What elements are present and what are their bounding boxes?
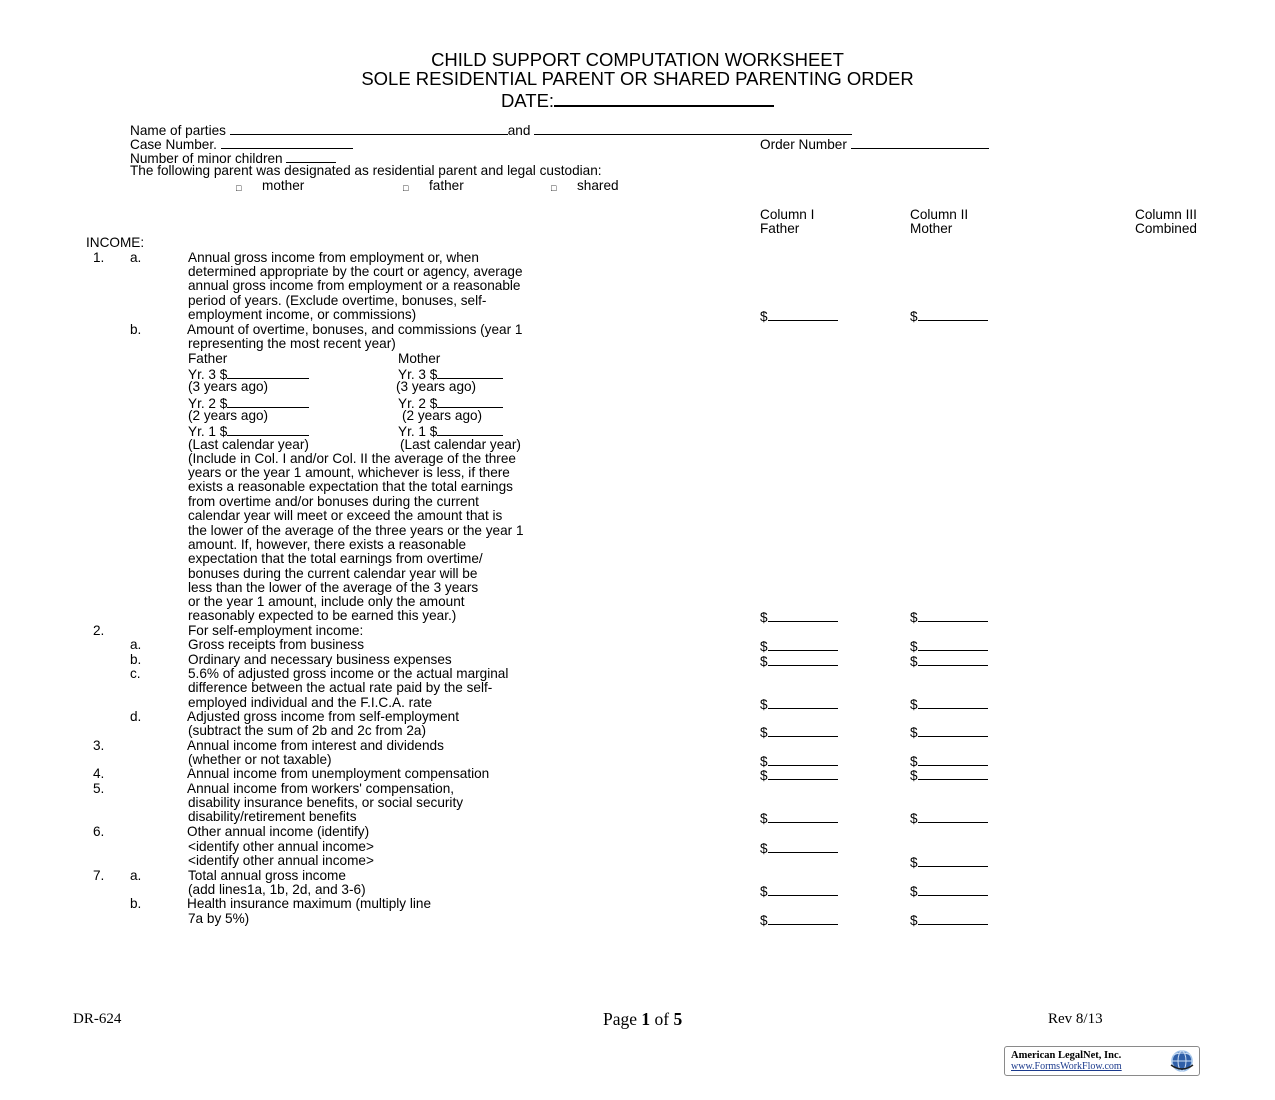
line-6-other-1: <identify other annual income>: [188, 839, 374, 854]
mother-option-label: mother: [262, 178, 305, 193]
line-1b-note-10: less than the lower of the average of the 3 years: [188, 580, 479, 595]
father-yr2-field[interactable]: Yr. 2 $: [188, 395, 309, 411]
order-number-label: Order Number: [760, 137, 847, 152]
line-7a-father-amount[interactable]: $: [760, 883, 838, 899]
party1-field[interactable]: [230, 122, 508, 135]
father-checkbox[interactable]: □: [403, 183, 409, 193]
line-3-text-2: (whether or not taxable): [188, 752, 332, 767]
brand-url[interactable]: www.FormsWorkFlow.com: [1011, 1061, 1122, 1072]
line-2d-text-2: (subtract the sum of 2b and 2c from 2a): [188, 723, 427, 738]
line-1b-note-12: reasonably expected to be earned this year.): [188, 608, 457, 623]
party2-field[interactable]: [534, 122, 852, 135]
line-2d-mother-amount[interactable]: $: [910, 724, 988, 740]
mother-yr1-note: (Last calendar year): [400, 437, 521, 452]
line-1b-note-4: from overtime and/or bonuses during the current: [188, 494, 479, 509]
line-2a-mother-amount[interactable]: $: [910, 638, 988, 654]
line-1a-text-1: Annual gross income from employment or, when: [188, 250, 479, 265]
line-1b-father-label: Father: [188, 351, 228, 366]
line-2c-text-2: difference between the actual rate paid by the self-: [188, 680, 493, 695]
mother-yr3-note: (3 years ago): [396, 379, 477, 394]
line-7b-letter: b.: [130, 896, 142, 911]
line-2d-father-amount[interactable]: $: [760, 724, 838, 740]
line-3-number: 3.: [93, 738, 105, 753]
case-number-label: Case Number.: [130, 137, 217, 152]
revision-label: Rev 8/13: [1048, 1011, 1103, 1027]
father-yr1-field[interactable]: Yr. 1 $: [188, 423, 309, 439]
line-1b-mother-label: Mother: [398, 351, 441, 366]
line-1b-text-1: Amount of overtime, bonuses, and commissions (year 1: [187, 322, 523, 337]
line-1b-note-5: calendar year will meet or exceed the amount that is: [188, 508, 503, 523]
line-3-text-1: Annual income from interest and dividends: [187, 738, 444, 753]
line-1b-note-9: bonuses during the current calendar year will be: [188, 566, 478, 581]
form-subtitle: SOLE RESIDENTIAL PARENT OR SHARED PARENTING ORDER: [361, 68, 914, 89]
line-6-mother-amount[interactable]: $: [910, 854, 988, 870]
line-2d-letter: d.: [130, 709, 142, 724]
line-6-other-2: <identify other annual income>: [188, 853, 374, 868]
father-option-label: father: [429, 178, 464, 193]
line-2c-father-amount[interactable]: $: [760, 696, 838, 712]
line-6-number: 6.: [93, 824, 105, 839]
line-2c-text-3: employed individual and the F.I.C.A. rate: [188, 695, 433, 710]
line-1a-letter: a.: [130, 250, 142, 265]
father-yr3-field[interactable]: Yr. 3 $: [188, 366, 309, 382]
line-2-number: 2.: [93, 623, 105, 638]
line-7b-text-2: 7a by 5%): [188, 911, 250, 926]
father-yr3-note: (3 years ago): [188, 379, 269, 394]
line-2b-father-amount[interactable]: $: [760, 653, 838, 669]
line-5-text-2: disability insurance benefits, or social security: [188, 795, 464, 810]
line-4-father-amount[interactable]: $: [760, 767, 838, 783]
line-1a-text-2: determined appropriate by the court or agency, average: [188, 264, 523, 279]
line-7a-letter: a.: [130, 868, 142, 883]
mother-yr3-field[interactable]: Yr. 3 $: [398, 366, 503, 382]
line-5-mother-amount[interactable]: $: [910, 810, 988, 826]
father-yr2-note: (2 years ago): [188, 408, 269, 423]
brand-logo[interactable]: [1004, 1046, 1200, 1076]
line-1b-note-2: years or the year 1 amount, whichever is less, if there: [188, 465, 510, 480]
line-2-text: For self-employment income:: [188, 623, 364, 638]
minor-children-label: Number of minor children: [130, 151, 283, 166]
line-7a-mother-amount[interactable]: $: [910, 883, 988, 899]
order-row: [760, 136, 989, 152]
globe-icon: [1169, 1049, 1195, 1073]
col3-sub: Combined: [1135, 221, 1197, 236]
form-id: DR-624: [73, 1011, 122, 1027]
date-label: DATE:: [500, 90, 555, 111]
line-1a-text-3: annual gross income from employment or a reasonable: [188, 278, 521, 293]
line-5-number: 5.: [93, 781, 105, 796]
mother-yr1-field[interactable]: Yr. 1 $: [398, 423, 503, 439]
case-number-field[interactable]: [221, 136, 353, 149]
line-1a-mother-amount[interactable]: $: [910, 308, 988, 324]
line-1b-note-1: (Include in Col. I and/or Col. II the average of the three: [188, 451, 516, 466]
brand-name: American LegalNet, Inc.: [1011, 1050, 1122, 1061]
line-2d-text-1: Adjusted gross income from self-employment: [187, 709, 459, 724]
line-1b-note-8: expectation that the total earnings from overtime/: [188, 551, 483, 566]
line-2a-letter: a.: [130, 637, 142, 652]
shared-option-label: shared: [577, 178, 619, 193]
col2-sub: Mother: [910, 221, 953, 236]
line-7a-text-2: (add lines1a, 1b, 2d, and 3-6): [188, 882, 366, 897]
minor-children-field[interactable]: [286, 150, 336, 163]
line-7b-mother-amount[interactable]: $: [910, 912, 988, 928]
name-of-parties-label: Name of parties: [130, 123, 226, 138]
mother-yr2-note: (2 years ago): [402, 408, 483, 423]
line-7b-text-1: Health insurance maximum (multiply line: [187, 896, 432, 911]
line-2c-text-1: 5.6% of adjusted gross income or the actual marginal: [188, 666, 509, 681]
line-1-number: 1.: [93, 250, 105, 265]
date-row: [0, 88, 1275, 110]
shared-checkbox[interactable]: □: [551, 183, 557, 193]
line-5-father-amount[interactable]: $: [760, 810, 838, 826]
line-3-mother-amount[interactable]: $: [910, 753, 988, 769]
line-6-father-amount[interactable]: $: [760, 840, 838, 856]
line-2a-text: Gross receipts from business: [188, 637, 365, 652]
line-1b-note-7: amount. If, however, there exists a reasonable: [188, 537, 467, 552]
line-2b-mother-amount[interactable]: $: [910, 653, 988, 669]
line-1a-father-amount[interactable]: $: [760, 308, 838, 324]
line-1b-letter: b.: [130, 322, 142, 337]
line-3-father-amount[interactable]: $: [760, 753, 838, 769]
line-1b-text-2: representing the most recent year): [188, 336, 396, 351]
income-heading: INCOME:: [86, 235, 145, 250]
line-6-text: Other annual income (identify): [187, 824, 370, 839]
line-2b-letter: b.: [130, 652, 142, 667]
mother-checkbox[interactable]: □: [236, 183, 242, 193]
line-1b-note-11: or the year 1 amount, include only the amount: [188, 594, 465, 609]
mother-yr2-field[interactable]: Yr. 2 $: [398, 395, 503, 411]
line-4-number: 4.: [93, 766, 105, 781]
line-1b-mother-amount[interactable]: $: [910, 609, 988, 625]
date-field[interactable]: [554, 88, 774, 107]
line-1b-father-amount[interactable]: $: [760, 609, 838, 625]
father-yr1-note: (Last calendar year): [188, 437, 309, 452]
line-4-mother-amount[interactable]: $: [910, 767, 988, 783]
line-5-text-3: disability/retirement benefits: [188, 809, 357, 824]
line-2a-father-amount[interactable]: $: [760, 638, 838, 654]
line-1a-text-5: employment income, or commissions): [188, 307, 417, 322]
page-indicator: Page 1 of 5: [603, 1009, 683, 1029]
col1-sub: Father: [760, 221, 800, 236]
order-number-field[interactable]: [851, 136, 989, 149]
line-7-number: 7.: [93, 868, 105, 883]
line-1b-note-6: the lower of the average of the three years or the year 1: [188, 523, 524, 538]
designated-label: The following parent was designated as residential parent and legal custodian:: [130, 163, 602, 178]
line-2c-mother-amount[interactable]: $: [910, 696, 988, 712]
line-2c-letter: c.: [130, 666, 141, 681]
and-label: and: [507, 123, 531, 138]
col2-title: Column II: [910, 207, 969, 222]
line-4-text: Annual income from unemployment compensation: [187, 766, 490, 781]
line-7b-father-amount[interactable]: $: [760, 912, 838, 928]
form-title: CHILD SUPPORT COMPUTATION WORKSHEET: [431, 49, 844, 70]
line-7a-text-1: Total annual gross income: [188, 868, 346, 883]
col1-title: Column I: [760, 207, 815, 222]
line-2b-text: Ordinary and necessary business expenses: [188, 652, 452, 667]
col3-title: Column III: [1135, 207, 1197, 222]
line-1b-note-3: exists a reasonable expectation that the total earnings: [188, 479, 513, 494]
line-1a-text-4: period of years. (Exclude overtime, bonuses, self-: [188, 293, 487, 308]
line-5-text-1: Annual income from workers' compensation,: [187, 781, 455, 796]
